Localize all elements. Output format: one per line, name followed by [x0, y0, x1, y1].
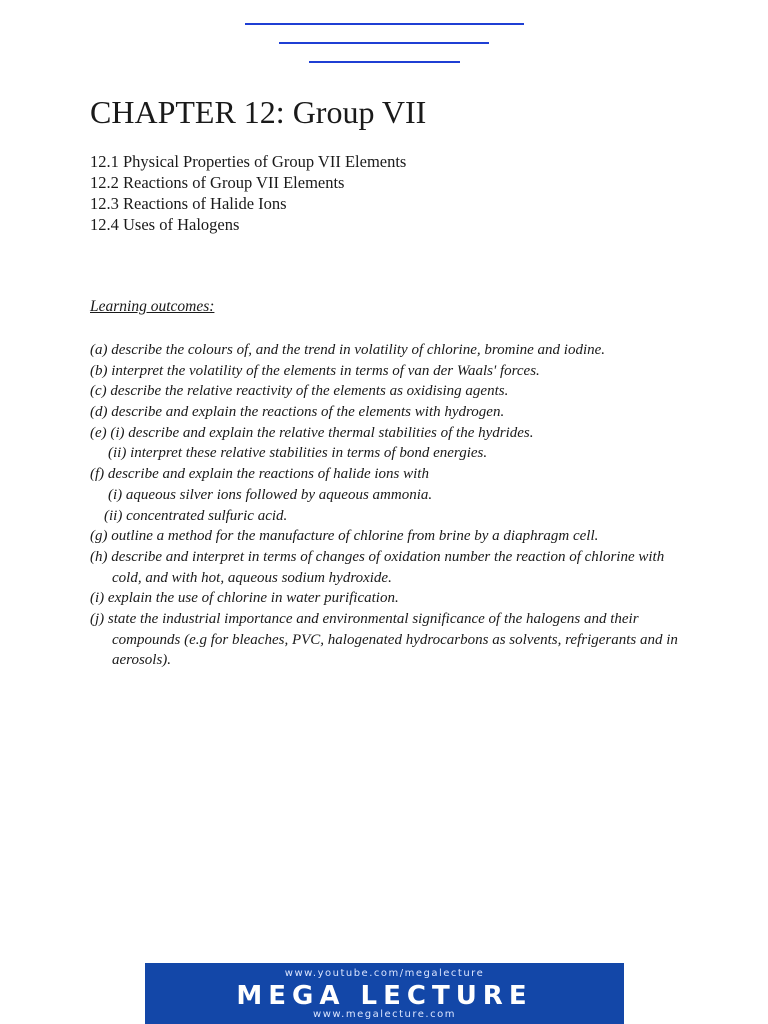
outcome-line: (e) (i) describe and explain the relative thermal stabilities of the hydrides. [90, 424, 534, 441]
outcome-line: (a) describe the colours of, and the trend in volatility of chlorine, bromine and iodine. [90, 342, 606, 358]
banner-title: MEGA LECTURE [236, 981, 533, 1011]
outcome-line: (h) describe and interpret in terms of changes of oxidation number the reaction of chlorine with [90, 548, 665, 565]
learning-outcomes-heading: Learning outcomes: [90, 298, 215, 315]
toc-item: 12.1 Physical Properties of Group VII Elements [90, 152, 407, 171]
outcome-line: aerosols). [112, 652, 172, 669]
table-of-contents [90, 151, 406, 235]
outcome-line: (f) describe and explain the reactions of halide ions with [90, 466, 429, 483]
website-url[interactable]: www.megalecture.com [313, 1009, 456, 1020]
mega-lecture-banner[interactable] [145, 963, 624, 1024]
chapter-title: CHAPTER 12: Group VII [90, 94, 427, 130]
learning-outcomes-list [90, 340, 678, 671]
youtube-url[interactable]: www.youtube.com/megalecture [284, 968, 485, 979]
outcome-line: (g) outline a method for the manufacture of chlorine from brine by a diaphragm cell. [90, 528, 599, 545]
outcome-line: (i) aqueous silver ions followed by aqueous ammonia. [108, 486, 433, 503]
hyperlink-underline-2[interactable] [279, 42, 489, 44]
toc-item: 12.2 Reactions of Group VII Elements [90, 173, 345, 192]
outcome-line: (j) state the industrial importance and environmental significance of the halogens and their [90, 610, 639, 627]
outcome-line: (i) explain the use of chlorine in water purification. [90, 590, 399, 607]
hyperlink-underline-1[interactable] [245, 23, 524, 25]
toc-item: 12.3 Reactions of Halide Ions [90, 194, 287, 213]
hyperlink-underline-3[interactable] [309, 61, 460, 63]
outcome-line: (ii) concentrated sulfuric acid. [104, 507, 288, 524]
outcome-line: (ii) interpret these relative stabilities in terms of bond energies. [108, 445, 488, 462]
outcome-line: (b) interpret the volatility of the elements in terms of van der Waals' forces. [90, 362, 540, 379]
outcome-line: (d) describe and explain the reactions of the elements with hydrogen. [90, 404, 505, 421]
outcome-line: compounds (e.g for bleaches, PVC, halogenated hydrocarbons as solvents, refrigerants and in [112, 631, 678, 648]
toc-item: 12.4 Uses of Halogens [90, 215, 240, 234]
outcome-line: cold, and with hot, aqueous sodium hydroxide. [112, 569, 392, 586]
outcome-line: (c) describe the relative reactivity of the elements as oxidising agents. [90, 383, 509, 400]
